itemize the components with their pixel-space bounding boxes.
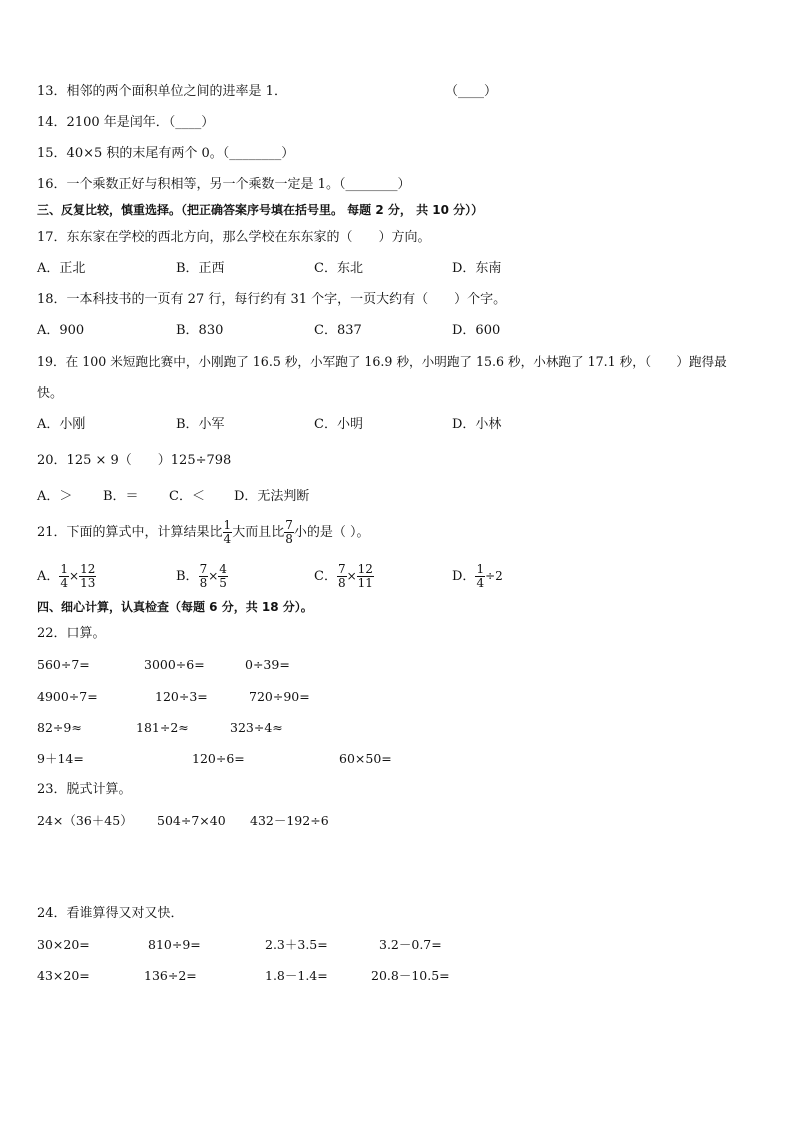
q21-option-b[interactable]: B． $\frac{7}{8}$ × $\frac{4}{5}$	[176, 562, 227, 590]
q17-option-c[interactable]: C．东北	[314, 261, 363, 276]
q19-option-c[interactable]: C．小明	[314, 417, 363, 432]
q20-option-b[interactable]: B．＝	[103, 489, 139, 504]
q21-option-c[interactable]: C． $\frac{7}{8}$ × $\frac{12}{11}$	[314, 562, 373, 590]
q18-option-c[interactable]: C．837	[314, 323, 362, 338]
q23-item: 432－192÷6	[250, 813, 329, 828]
q20-option-c[interactable]: C．＜	[169, 489, 205, 504]
q19-text-line1: 19．在 100 米短跑比赛中，小刚跑了 16.5 秒，小军跑了 16.9 秒，小明跑了 15.6 秒，小林跑了 17.1 秒，（ ）跑得最	[37, 354, 727, 369]
q17-text: 17．东东家在学校的西北方向，那么学校在东东家的（ ）方向。	[37, 230, 431, 245]
q18-text: 18．一本科技书的一页有 27 行，每行约有 31 个字，一页大约有（ ）个字。	[37, 292, 507, 307]
q17-option-d[interactable]: D．东南	[452, 261, 502, 276]
q22-item: 82÷9≈	[37, 720, 82, 735]
q23-item: 504÷7×40	[157, 813, 226, 828]
q21-question	[37, 514, 369, 552]
q21-text-pre: 21．下面的算式中，计算结果比	[37, 525, 223, 540]
q19-option-a[interactable]: A．小刚	[37, 417, 86, 432]
q22-title: 22．口算。	[37, 626, 106, 641]
q24-title: 24．看谁算得又对又快．	[37, 906, 184, 921]
q15-text: 15．40×5 积的末尾有两个 0。（________）	[37, 146, 295, 161]
q24-item: 30×20=	[37, 937, 90, 952]
q20-option-a[interactable]: A．＞	[37, 489, 73, 504]
q22-item: 323÷4≈	[230, 720, 283, 735]
q23-title: 23．脱式计算。	[37, 782, 132, 797]
q18-option-d[interactable]: D．600	[452, 323, 501, 338]
section-4-heading: 四、细心计算，认真检查（每题 6 分，共 18 分）。	[37, 600, 313, 614]
q22-item: 560÷7=	[37, 657, 90, 672]
q18-option-b[interactable]: B．830	[176, 323, 224, 338]
q22-item: 9＋14=	[37, 751, 84, 766]
q22-item: 181÷2≈	[136, 720, 189, 735]
q14-text: 14．2100 年是闰年．（____）	[37, 115, 215, 130]
q21-fraction-seven-eighths: $\frac{7}{8}$	[285, 518, 293, 546]
q19-option-b[interactable]: B．小军	[176, 417, 225, 432]
section-3-heading: 三、反复比较，慎重选择。（把正确答案序号填在括号里。 每题 2 分， 共 10 分））	[37, 203, 484, 217]
q23-item: 24×（36＋45）	[37, 813, 133, 828]
q21-option-d[interactable]: D． $\frac{1}{4}$ ÷2	[452, 562, 503, 590]
q18-option-a[interactable]: A．900	[37, 323, 85, 338]
q17-option-b[interactable]: B．正西	[176, 261, 225, 276]
q21-text-mid: 大而且比	[232, 525, 285, 540]
q24-item: 20.8－10.5=	[371, 968, 450, 983]
q22-item: 4900÷7=	[37, 689, 98, 704]
q13-text: 13．相邻的两个面积单位之间的进率是 1．	[37, 84, 287, 99]
q22-item: 60×50=	[339, 751, 392, 766]
q20-option-d[interactable]: D．无法判断	[234, 489, 310, 504]
q16-text: 16．一个乘数正好与积相等，另一个乘数一定是 1。（________）	[37, 177, 411, 192]
q22-item: 120÷3=	[155, 689, 208, 704]
q21-fraction-one-quarter: $\frac{1}{4}$	[223, 518, 232, 546]
q21-option-a[interactable]: A． $\frac{1}{4}$ × $\frac{12}{13}$	[37, 562, 96, 590]
q24-item: 1.8－1.4=	[265, 968, 328, 983]
q22-item: 720÷90=	[249, 689, 310, 704]
q24-item: 136÷2=	[144, 968, 197, 983]
q24-item: 3.2－0.7=	[379, 937, 442, 952]
q17-option-a[interactable]: A．正北	[37, 261, 86, 276]
q19-text-line2: 快。	[37, 386, 64, 401]
q19-option-d[interactable]: D．小林	[452, 417, 502, 432]
q22-item: 120÷6=	[192, 751, 245, 766]
q24-item: 2.3＋3.5=	[265, 937, 328, 952]
q21-text-post: 小的是（ ）。	[293, 525, 370, 540]
q20-text: 20．125 × 9（ ）125÷798	[37, 453, 232, 468]
q22-item: 0÷39=	[245, 657, 290, 672]
q13-answer-blank[interactable]: （____）	[445, 84, 498, 99]
q22-item: 3000÷6=	[144, 657, 205, 672]
q24-item: 43×20=	[37, 968, 90, 983]
q24-item: 810÷9=	[148, 937, 201, 952]
